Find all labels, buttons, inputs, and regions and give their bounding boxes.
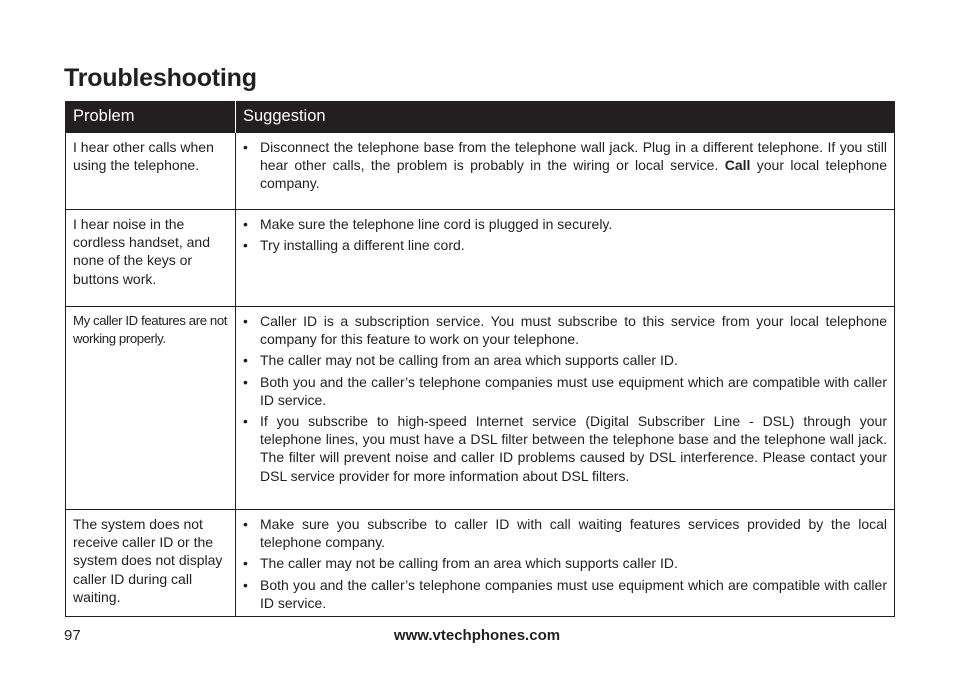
suggestion-text: Make sure the telephone line cord is plugged in securely. (260, 216, 613, 232)
problem-cell: I hear other calls when using the telephone. (66, 133, 236, 210)
list-item (243, 576, 887, 612)
problem-column-header: Problem (66, 101, 236, 133)
suggestion-text: Both you and the caller’s telephone companies must use equipment which are compatible with caller ID service. (260, 373, 887, 408)
suggestion-text: Make sure you subscribe to caller ID with call waiting features services provided by the local telephone company. (260, 516, 887, 551)
table-header-row (66, 101, 895, 133)
suggestion-cell (236, 307, 895, 510)
suggestion-emphasis: Call (724, 157, 751, 174)
bullet-icon: • (243, 216, 248, 232)
bullet-icon: • (243, 373, 248, 390)
suggestion-text: The caller may not be calling from an area which supports caller ID. (260, 352, 678, 369)
suggestion-text: Both you and the caller’s telephone companies must use equipment which are compatible with caller ID service. (260, 576, 887, 611)
suggestion-text: your local telephone company. (260, 157, 887, 192)
bullet-icon: • (243, 555, 248, 572)
table-row (66, 510, 895, 617)
footer-url: www.vtechphones.com (393, 627, 561, 644)
bullet-icon: • (243, 576, 248, 593)
list-item (243, 215, 887, 233)
suggestion-text: The caller may not be calling from an area which supports caller ID. (260, 555, 678, 572)
suggestion-text: If you subscribe to high-speed Internet service (Digital Subscriber Line - DSL) through your telephone lines, you must have a DSL filter between the telephone base and the telephone wall jack. The filter will prevent noise and caller ID problems caused by DSL interference. Please contact your DSL service provider for more information about DSL filters. (260, 413, 887, 484)
bullet-icon: • (243, 516, 248, 532)
list-item (243, 312, 887, 348)
problem-cell: The system does not receive caller ID or the system does not display caller ID during call waiting. (66, 510, 236, 617)
page-title: Troubleshooting (64, 64, 257, 92)
list-item (243, 554, 887, 572)
suggestion-list (243, 215, 887, 254)
bullet-icon: • (243, 352, 248, 369)
suggestion-list (243, 312, 887, 485)
list-item (243, 138, 887, 193)
table-row (66, 307, 895, 510)
bullet-icon: • (243, 413, 248, 430)
suggestion-column-header: Suggestion (236, 101, 895, 133)
suggestion-text: Caller ID is a subscription service. You must subscribe to this service from your local telephone company for this feature to work on your telephone. (260, 313, 887, 348)
table-row (66, 210, 895, 307)
page-number: 97 (64, 627, 81, 644)
list-item (243, 373, 887, 409)
bullet-icon: • (243, 313, 248, 329)
bullet-icon: • (243, 139, 248, 155)
suggestion-cell (236, 133, 895, 210)
suggestion-cell (236, 210, 895, 307)
list-item (243, 236, 887, 254)
list-item (243, 515, 887, 551)
problem-cell: My caller ID features are not working properly. (66, 307, 236, 510)
suggestion-text: Try installing a different line cord. (260, 237, 465, 254)
suggestion-list (243, 515, 887, 612)
suggestion-text: Disconnect the telephone base from the telephone wall jack. Plug in a different telephone. If you still hear other calls, the problem is probably in the wiring or local service. (260, 139, 887, 174)
bullet-icon: • (243, 237, 248, 254)
suggestion-cell (236, 510, 895, 617)
list-item (243, 351, 887, 369)
table-row (66, 133, 895, 210)
suggestion-list (243, 138, 887, 193)
list-item (243, 412, 887, 485)
problem-cell: I hear noise in the cordless handset, and none of the keys or buttons work. (66, 210, 236, 307)
troubleshooting-table (65, 101, 895, 617)
